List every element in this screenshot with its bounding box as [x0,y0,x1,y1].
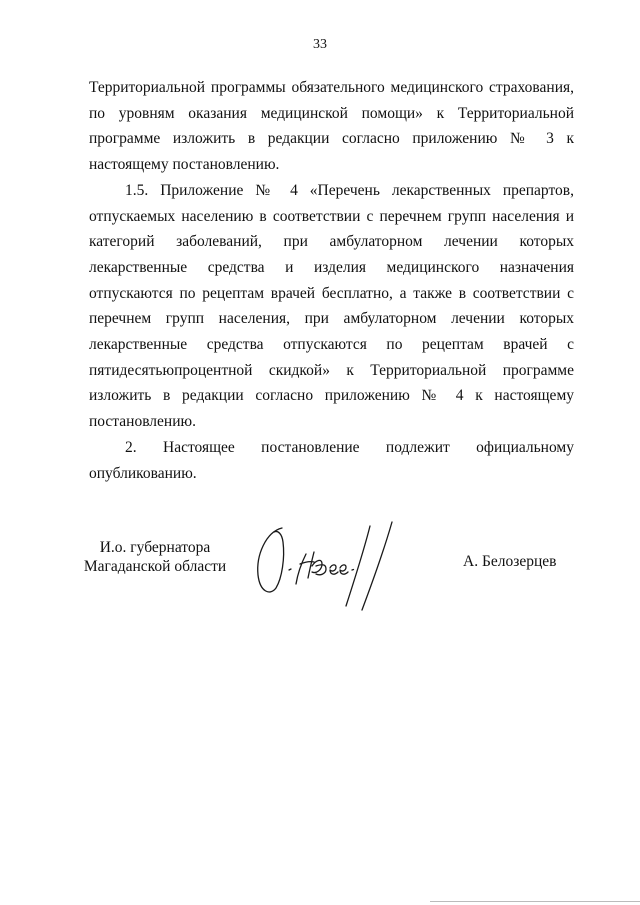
signer-name: А. Белозерцев [463,553,557,570]
signer-title-line-2: Магаданской области [83,558,227,575]
document-body [89,75,574,486]
paragraph-continuation: Территориальной программы обязательного медицинского страхования, по уровням оказания медицинской помощи» к Территориальной программе изложить в редакции согласно приложению № 3 к настоящему постановлению. [89,79,574,174]
signature-block [0,520,640,620]
paragraph-1-5: 1.5. Приложение № 4 «Перечень лекарственных препартов, отпускаемых населению в соответствии с перечнем групп населения и категорий заболеваний, при амбулаторном лечении которых лекарственные средства и изделия медицинского назначения отпускаются по рецептам врачей бесплатно, а также в соответствии с перечнем групп населения, при амбулаторном лечении которых лекарственные средства отпускаются по рецептам врачей с пятидесятьюпроцентной скидкой» к Территориальной программе изложить в редакции согласно приложению № 4 к настоящему постановлению. [89,181,574,431]
handwritten-signature [252,520,402,615]
footer-divider [430,901,640,902]
paragraph-2: 2. Настоящее постановление подлежит официальному опубликованию. [89,438,574,482]
signer-title [70,538,240,576]
page-number: 33 [313,37,327,52]
signer-title-line-1: И.о. губернатора [99,539,211,556]
